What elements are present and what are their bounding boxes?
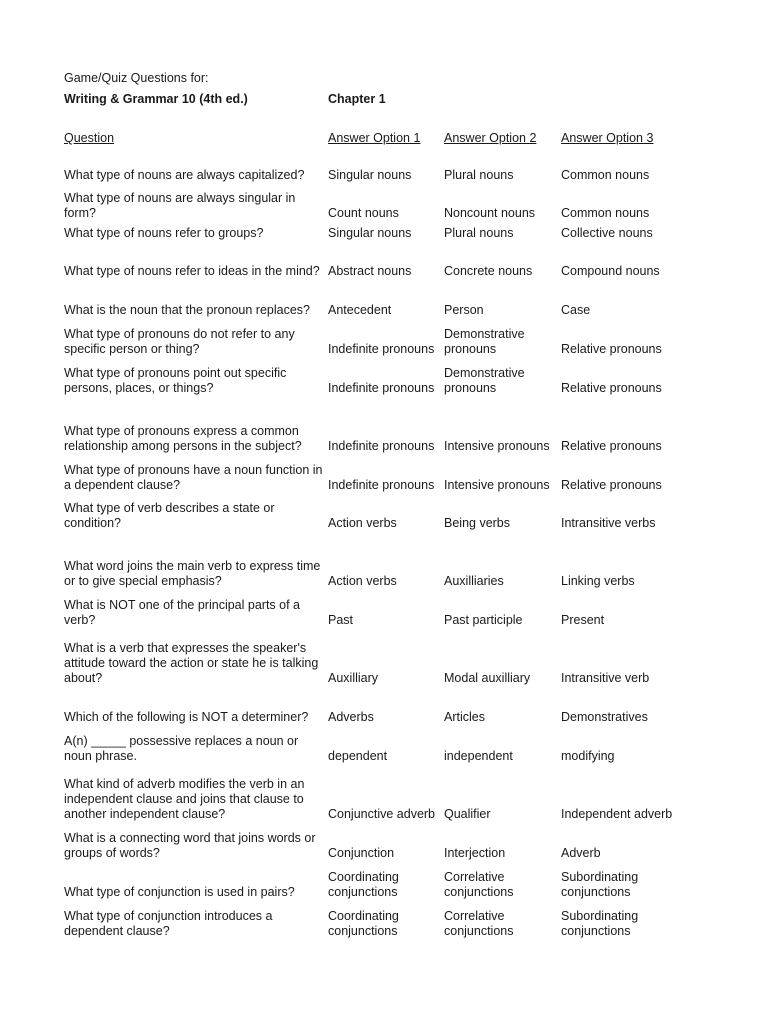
question-cell: What is a verb that expresses the speaker's attitude toward the action or state he is talking about? [64, 641, 319, 685]
answer-option-2-cell: independent [444, 749, 513, 763]
column-header-option-2: Answer Option 2 [444, 131, 537, 145]
answer-option-2-cell: Articles [444, 710, 485, 724]
answer-option-2-cell: Noncount nouns [444, 206, 536, 220]
answer-option-3-cell: Intransitive verbs [561, 516, 656, 530]
table-row [64, 641, 704, 686]
answer-option-3-cell: Relative pronouns [561, 478, 662, 492]
answer-option-1-cell: Conjunction [328, 846, 395, 860]
answer-option-2-cell: Intensive pronouns [444, 439, 550, 453]
table-row [64, 303, 704, 318]
chapter-label: Chapter 1 [328, 92, 386, 106]
document-subtitle: Game/Quiz Questions for: [64, 71, 209, 85]
answer-option-3-cell: Relative pronouns [561, 381, 662, 395]
table-row [64, 168, 704, 183]
answer-option-2-cell: Correlative conjunctions [444, 870, 514, 899]
answer-option-1-cell: Action verbs [328, 574, 397, 588]
question-cell: What is NOT one of the principal parts of a verb? [64, 598, 300, 627]
table-row [64, 249, 704, 279]
answer-option-1-cell: Indefinite pronouns [328, 478, 435, 492]
question-cell: What type of pronouns point out specific persons, places, or things? [64, 366, 287, 395]
answer-option-2-cell: Intensive pronouns [444, 478, 550, 492]
table-row [64, 870, 704, 900]
question-cell: What type of verb describes a state or condition? [64, 501, 275, 530]
answer-option-3-cell: Common nouns [561, 168, 650, 182]
answer-option-1-cell: Coordinating conjunctions [328, 870, 399, 899]
answer-option-3-cell: Intransitive verb [561, 671, 650, 685]
answer-option-3-cell: Independent adverb [561, 807, 673, 821]
table-row [64, 734, 704, 764]
question-cell: What type of pronouns express a common relationship among persons in the subject? [64, 424, 302, 453]
answer-option-2-cell: Plural nouns [444, 226, 514, 240]
question-cell: What type of pronouns have a noun function in a dependent clause? [64, 463, 323, 492]
table-row [64, 831, 704, 861]
answer-option-1-cell: Antecedent [328, 303, 392, 317]
answer-option-2-cell: Being verbs [444, 516, 511, 530]
answer-option-2-cell: Past participle [444, 613, 523, 627]
answer-option-3-cell: Linking verbs [561, 574, 635, 588]
answer-option-3-cell: Demonstratives [561, 710, 648, 724]
answer-option-3-cell: Relative pronouns [561, 439, 662, 453]
answer-option-2-cell: Correlative conjunctions [444, 909, 514, 938]
title-row [64, 92, 704, 107]
table-row [64, 501, 704, 531]
book-title: Writing & Grammar 10 (4th ed.) [64, 92, 248, 106]
answer-option-3-cell: Compound nouns [561, 264, 660, 278]
answer-option-1-cell: Indefinite pronouns [328, 342, 435, 356]
answer-option-1-cell: Action verbs [328, 516, 397, 530]
question-cell: What type of conjunction introduces a dependent clause? [64, 909, 273, 938]
question-cell: What word joins the main verb to express time or to give special emphasis? [64, 559, 321, 588]
answer-option-3-cell: Subordinating conjunctions [561, 909, 639, 938]
column-header-option-3: Answer Option 3 [561, 131, 654, 145]
table-row [64, 777, 704, 822]
answer-option-2-cell: Auxilliaries [444, 574, 504, 588]
column-header-question: Question [64, 131, 115, 145]
answer-option-1-cell: Indefinite pronouns [328, 439, 435, 453]
answer-option-2-cell: Qualifier [444, 807, 491, 821]
answer-option-3-cell: Relative pronouns [561, 342, 662, 356]
table-row [64, 366, 704, 396]
answer-option-3-cell: Subordinating conjunctions [561, 870, 639, 899]
answer-option-2-cell: Concrete nouns [444, 264, 533, 278]
question-cell: What type of nouns refer to groups? [64, 226, 264, 240]
answer-option-2-cell: Modal auxilliary [444, 671, 531, 685]
question-cell: What type of nouns refer to ideas in the mind? [64, 264, 320, 278]
question-cell: What type of nouns are always singular in form? [64, 191, 296, 220]
question-cell: What type of nouns are always capitalized? [64, 168, 305, 182]
answer-option-1-cell: Conjunctive adverb [328, 807, 436, 821]
table-row [64, 710, 704, 725]
answer-option-1-cell: Abstract nouns [328, 264, 412, 278]
question-cell: What is a connecting word that joins words or groups of words? [64, 831, 316, 860]
column-header-option-1: Answer Option 1 [328, 131, 421, 145]
answer-option-3-cell: Adverb [561, 846, 601, 860]
answer-option-2-cell: Person [444, 303, 484, 317]
table-row [64, 909, 704, 939]
answer-option-3-cell: Case [561, 303, 591, 317]
table-row [64, 424, 704, 454]
answer-option-2-cell: Interjection [444, 846, 506, 860]
answer-option-3-cell: modifying [561, 749, 615, 763]
question-cell: What type of pronouns do not refer to any specific person or thing? [64, 327, 295, 356]
table-row [64, 327, 704, 357]
answer-option-1-cell: Auxilliary [328, 671, 379, 685]
answer-option-1-cell: Count nouns [328, 206, 399, 220]
answer-option-3-cell: Collective nouns [561, 226, 653, 240]
answer-option-2-cell: Demonstrative pronouns [444, 366, 525, 395]
table-row [64, 463, 704, 493]
table-row [64, 226, 704, 241]
question-cell: A(n) _____ possessive replaces a noun or noun phrase. [64, 734, 299, 763]
question-cell: What type of conjunction is used in pairs? [64, 885, 295, 899]
answer-option-3-cell: Present [561, 613, 605, 627]
answer-option-1-cell: Coordinating conjunctions [328, 909, 399, 938]
column-headers [64, 131, 704, 146]
answer-option-1-cell: Singular nouns [328, 226, 412, 240]
answer-option-1-cell: Adverbs [328, 710, 374, 724]
answer-option-1-cell: dependent [328, 749, 388, 763]
table-row [64, 191, 704, 221]
answer-option-3-cell: Common nouns [561, 206, 650, 220]
answer-option-1-cell: Singular nouns [328, 168, 412, 182]
quiz-document [64, 71, 704, 146]
question-cell: What is the noun that the pronoun replaces? [64, 303, 310, 317]
question-cell: Which of the following is NOT a determiner? [64, 710, 309, 724]
answer-option-2-cell: Demonstrative pronouns [444, 327, 525, 356]
answer-option-2-cell: Plural nouns [444, 168, 514, 182]
answer-option-1-cell: Indefinite pronouns [328, 381, 435, 395]
answer-option-1-cell: Past [328, 613, 354, 627]
table-row [64, 559, 704, 589]
question-cell: What kind of adverb modifies the verb in an independent clause and joins that clause to another independent clause? [64, 777, 305, 821]
table-row [64, 598, 704, 628]
